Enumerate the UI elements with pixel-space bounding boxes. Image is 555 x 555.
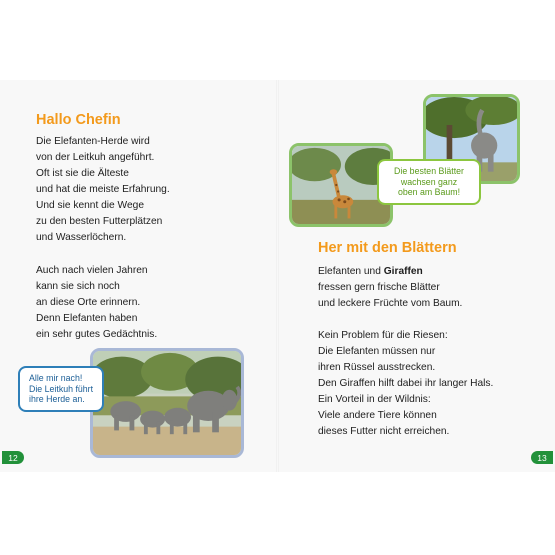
left-paragraph-2 [36, 263, 157, 343]
right-page-heading: Her mit den Blättern [318, 240, 457, 256]
bold-word: Giraffen [383, 266, 423, 277]
right-paragraph-1 [318, 264, 462, 312]
text-line [318, 264, 462, 280]
page-number-right: 13 [531, 451, 553, 464]
text-line: fressen gern frische Blätter [318, 282, 440, 293]
text-line: zu den besten Futterplätzen [36, 216, 163, 227]
text-run: Elefanten und [318, 266, 384, 277]
text-line: ein sehr gutes Gedächtnis. [36, 329, 158, 340]
bubble-text-line: wachsen ganz [400, 176, 458, 187]
left-speech-bubble [18, 366, 104, 412]
book-gutter [276, 80, 279, 472]
text-line: und leckere Früchte vom Baum. [318, 298, 463, 309]
text-line: kann sie sich noch [36, 281, 120, 292]
text-line: Den Giraffen hilft dabei ihr langer Hals. [318, 378, 494, 389]
text-line: an diese Orte erinnern. [36, 297, 141, 308]
text-line: dieses Futter nicht erreichen. [318, 426, 450, 437]
text-line: Denn Elefanten haben [36, 313, 138, 324]
bubble-text-line: Alle mir nach! [29, 373, 83, 383]
page-number-left: 12 [2, 451, 24, 464]
elephant-herd-photo [90, 348, 244, 458]
text-line: Die Elefanten müssen nur [318, 346, 436, 357]
right-speech-bubble [377, 159, 481, 205]
text-line: Auch nach vielen Jahren [36, 265, 148, 276]
left-page-heading: Hallo Chefin [36, 112, 121, 128]
text-line: und hat die meiste Erfahrung. [36, 184, 170, 195]
bubble-text-line: Die besten Blätter [394, 166, 464, 176]
bubble-text-line: Die Leitkuh führt [29, 383, 94, 394]
right-paragraph-2 [318, 328, 493, 440]
text-line: und Wasserlöchern. [36, 232, 127, 243]
bubble-text-line: oben am Baum! [397, 187, 461, 197]
text-line: Kein Problem für die Riesen: [318, 330, 448, 341]
text-line: ihren Rüssel ausstrecken. [318, 362, 436, 373]
text-line: von der Leitkuh angeführt. [36, 152, 155, 163]
text-line: Ein Vorteil in der Wildnis: [318, 394, 431, 405]
text-line: Oft ist sie die Älteste [36, 168, 129, 179]
text-line: Und sie kennt die Wege [36, 200, 144, 211]
bubble-text-line: ihre Herde an. [29, 394, 85, 404]
left-paragraph-1 [36, 134, 170, 246]
text-line: Die Elefanten-Herde wird [36, 136, 150, 147]
text-line: Viele andere Tiere können [318, 410, 437, 421]
